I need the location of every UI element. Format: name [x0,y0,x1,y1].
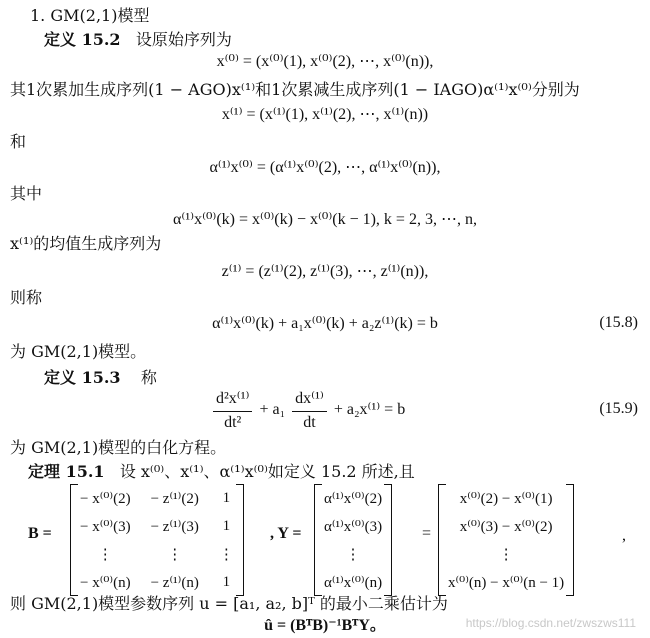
fraction-denominator: dt² [224,414,242,431]
matrix-cell: ⋮ [218,546,234,563]
matrix-Y-label: , Y = [270,525,302,542]
matrix-row [70,568,244,596]
definition-15-2-line [44,30,232,50]
model-text: 为 GM(2,1)模型。 [10,342,147,361]
right-bracket [566,484,574,596]
and-text: 和 [10,132,27,151]
theorem-text: 设 x⁽⁰⁾、x⁽¹⁾、α⁽¹⁾x⁽⁰⁾如定义 15.2 所述,且 [119,462,415,481]
fraction-denominator: dt [303,414,316,431]
equation-number-15-9: (15.9) [599,400,638,417]
matrix-cell: x⁽⁰⁾(n) − x⁽⁰⁾(n − 1) [448,574,565,591]
plus-a1: + a₁ [259,401,286,419]
equals-sign: = [422,525,432,542]
matrix-cell: − z⁽¹⁾(n) [150,574,199,591]
matrix-cell: ⋮ [498,546,514,563]
left-bracket [70,484,78,596]
equation-whitening [210,388,405,433]
mean-sequence-text: x⁽¹⁾的均值生成序列为 [10,234,162,253]
matrix-cell: − x⁽⁰⁾(n) [80,574,131,591]
left-bracket [438,484,446,596]
matrix-cell: α⁽¹⁾x⁽⁰⁾(3) [324,518,383,535]
parameter-text: 则 GM(2,1)模型参数序列 u = [a₁, a₂, b]ᵀ 的最小二乘估计为 [10,594,448,613]
definition-text: 设原始序列为 [135,30,232,49]
matrix-cell: ⋮ [97,546,113,563]
call-text: 则称 [10,288,43,307]
left-bracket [314,484,322,596]
definition-label: 定义 15.2 [44,30,121,49]
matrix-cell: − x⁽⁰⁾(2) [80,490,131,507]
whiten-text: 为 GM(2,1)模型的白化方程。 [10,438,227,457]
section-title: 1. GM(2,1)模型 [30,6,150,25]
ago-text: 其1次累加生成序列(1 − AGO)x⁽¹⁾和1次累减生成序列(1 − IAGO)α⁽¹⁾x⁽⁰⁾分别为 [10,80,580,99]
matrix-cell: − z⁽¹⁾(2) [150,490,199,507]
equation-x0: x⁽⁰⁾ = (x⁽⁰⁾(1), x⁽⁰⁾(2), ⋯, x⁽⁰⁾(n)), [216,53,434,70]
fraction-second-derivative [213,388,252,433]
matrix-row [70,540,244,568]
equation-alpha: α⁽¹⁾x⁽⁰⁾ = (α⁽¹⁾x⁽⁰⁾(2), ⋯, α⁽¹⁾x⁽⁰⁾(n)), [209,159,441,176]
matrix-comma: , [622,527,626,544]
matrix-Y [314,484,392,596]
matrix-cell: 1 [222,489,231,506]
matrix-cell: 1 [222,573,231,590]
matrix-cell: ⋮ [167,546,183,563]
matrix-cell: − z⁽¹⁾(3) [150,518,199,535]
matrix-row [314,568,392,596]
matrix-cell: α⁽¹⁾x⁽⁰⁾(n) [324,574,383,591]
equation-z1: z⁽¹⁾ = (z⁽¹⁾(2), z⁽¹⁾(3), ⋯, z⁽¹⁾(n)), [221,263,429,280]
matrix-row [438,568,574,596]
matrix-row [438,484,574,512]
matrix-cell: α⁽¹⁾x⁽⁰⁾(2) [324,490,383,507]
fraction-numerator: dx⁽¹⁾ [292,388,327,412]
matrix-cell: x⁽⁰⁾(3) − x⁽⁰⁾(2) [459,518,553,535]
matrix-difference [438,484,574,596]
definition-15-3-line [44,368,157,388]
matrix-cell: x⁽⁰⁾(2) − x⁽⁰⁾(1) [459,490,553,507]
equation-x1: x⁽¹⁾ = (x⁽¹⁾(1), x⁽¹⁾(2), ⋯, x⁽¹⁾(n)) [221,106,429,123]
watermark-url: https://blog.csdn.net/zwszws111 [465,616,636,630]
theorem-15-1-line [28,462,415,482]
matrix-row [70,512,244,540]
right-bracket [384,484,392,596]
matrix-cell: 1 [222,517,231,534]
equation-number-15-8: (15.8) [599,314,638,331]
matrix-B [70,484,244,596]
fraction-numerator: d²x⁽¹⁾ [213,388,252,412]
matrix-row [438,540,574,568]
matrix-B-label: B = [28,525,52,542]
definition-label: 定义 15.3 [44,368,121,387]
fraction-first-derivative [292,388,327,433]
right-bracket [236,484,244,596]
matrix-cell: ⋮ [345,546,361,563]
equation-u-hat: û = (BᵀB)⁻¹BᵀY。 [264,617,386,634]
matrix-row [438,512,574,540]
matrix-row [314,540,392,568]
equation-alpha-k: α⁽¹⁾x⁽⁰⁾(k) = x⁽⁰⁾(k) − x⁽⁰⁾(k − 1), k = 2, 3, ⋯, n, [173,211,477,228]
matrix-row [314,484,392,512]
matrix-cell: − x⁽⁰⁾(3) [80,518,131,535]
matrix-row [70,484,244,512]
equation-model: α⁽¹⁾x⁽⁰⁾(k) + a₁x⁽⁰⁾(k) + a₂z⁽¹⁾(k) = b [212,315,438,332]
theorem-label: 定理 15.1 [28,462,105,481]
where-text: 其中 [10,184,43,203]
matrix-row [314,512,392,540]
equation-rest: + a₂x⁽¹⁾ = b [333,401,406,419]
definition-text: 称 [140,368,157,387]
